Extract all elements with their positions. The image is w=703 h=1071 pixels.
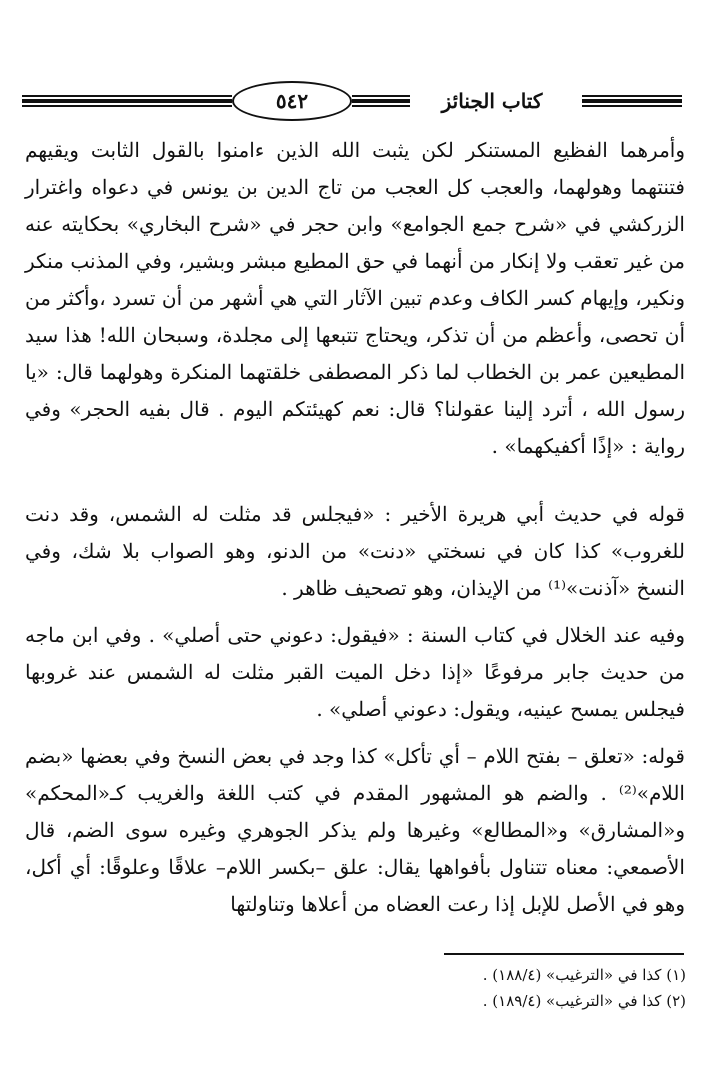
header-rule-middle — [352, 95, 410, 109]
footnote-separator — [444, 953, 684, 955]
page-number: ٥٤٢ — [275, 89, 309, 113]
footnote-2: (٢) كذا في «الترغيب» (١٨٩/٤) . — [482, 992, 686, 1010]
body-paragraph-3: وفيه عند الخلال في كتاب السنة : «فيقول: دعوني حتى أصلي» . وفي ابن ماجه من حديث جابر مرفوعًا «إذا دخل الميت القبر مثلت له الشمس عند غروبها فيجلس يمسح عينيه، ويقول: دعوني أصلي» . — [25, 623, 685, 721]
body-paragraph-4: قوله: «تعلق – بفتح اللام – أي تأكل» كذا وجد في بعض النسخ وفي بعضها «بضم اللام»⁽²⁾ . والضم هو المشهور المقدم في كتب اللغة والغريب كـ«المحكم» و«المشارق» و«المطالع» وغيرها ولم يذكر الجوهري وغيره سوى الضم، قال الأصمعي: معناه تتناول بأفواهها يقال: علق –بكسر اللام– علاقًا وعلوقًا: أي أكل، وهو في الأصل للإبل إذا رعت العضاه من أعلاها وتناولتها — [25, 744, 685, 916]
body-paragraph-1: وأمرهما الفظيع المستنكر لكن يثبت الله الذين ءامنوا بالقول الثابت ويقيهم فتنتهما وهولهما، والعجب كل العجب من تاج الدين بن يونس في دعواه واغترار الزركشي في «شرح جمع الجوامع» وابن حجر في «شرح البخاري» بحكايته عنه من غير تعقب ولا إنكار من أنهما في حق المطيع مبشر وبشير، وفي المذنب منكر ونكير، وإيهام كسر الكاف وعدم تبين الآثار التي هي أشهر من أن تسرد ،وأكثر من أن تحصى، وأعظم من أن تذكر، ويحتاج تتبعها إلى مجلدة، وسبحان الله! هذا سيد المطيعين عمر بن الخطاب لما ذكر المصطفى خلقتهما المنكرة وهولهما قال: «يا رسول الله ، أترد إلينا عقولنا؟ قال: نعم كهيئتكم اليوم . قال بفيه الحجر» وفي رواية : «إذًا أكفيكهما» . — [25, 138, 685, 458]
header-rule-right — [582, 95, 682, 109]
header-rule-left — [22, 95, 232, 109]
footnote-1: (١) كذا في «الترغيب» (١٨٨/٤) . — [482, 966, 686, 984]
body-paragraph-2: قوله في حديث أبي هريرة الأخير : «فيجلس قد مثلت له الشمس، وقد دنت للغروب» كذا كان في نسختي «دنت» من الدنو، وهو الصواب بلا شك، وفي النسخ «آذنت»⁽¹⁾ من الإيذان، وهو تصحيف ظاهر . — [25, 502, 685, 600]
footnotes — [220, 962, 686, 1014]
header-title: كتاب الجنائز — [441, 89, 543, 113]
page-number-oval — [232, 81, 352, 121]
page-header — [0, 0, 703, 140]
